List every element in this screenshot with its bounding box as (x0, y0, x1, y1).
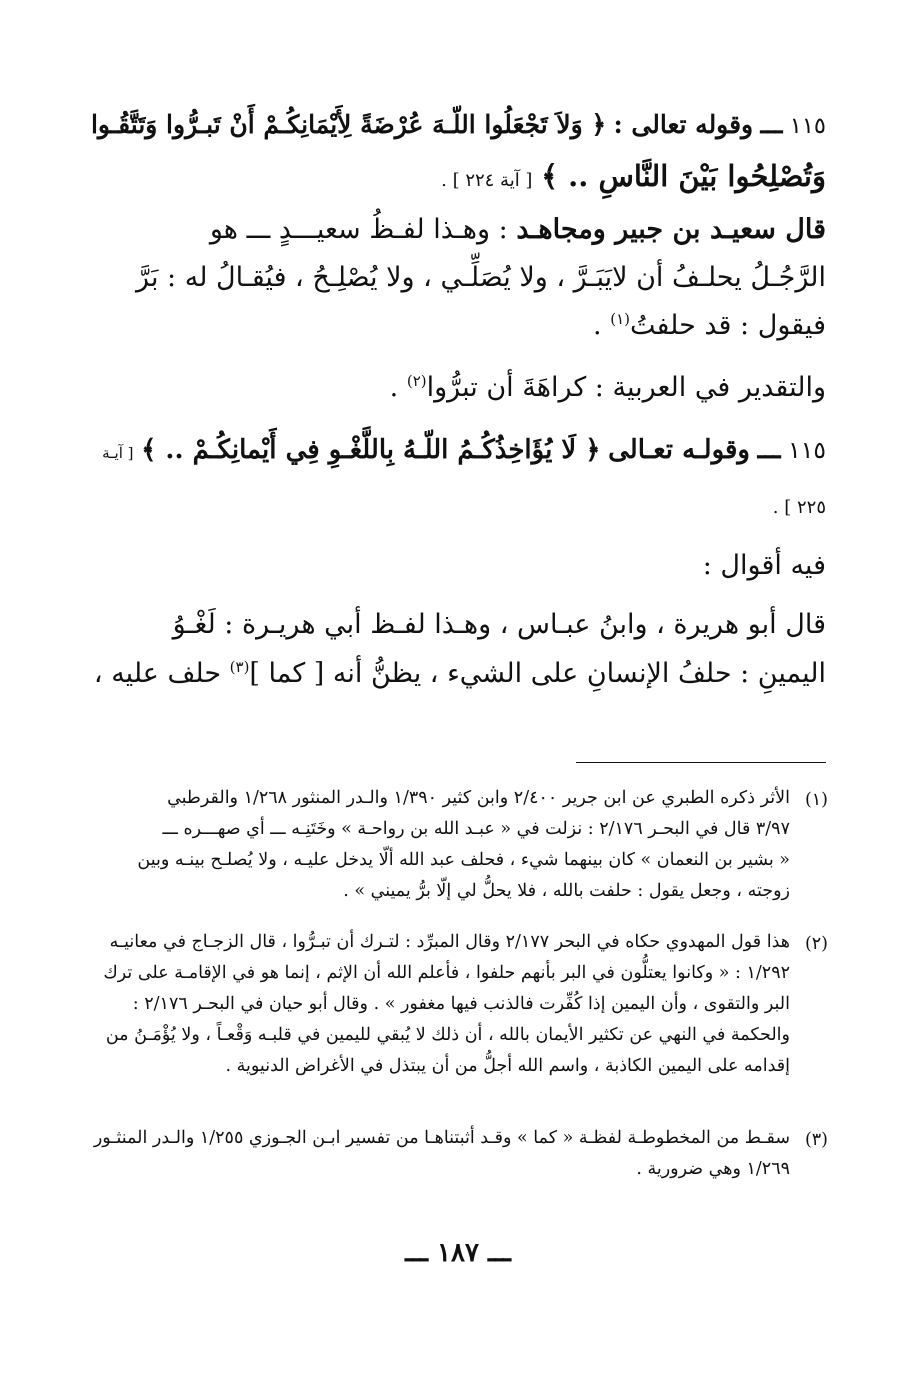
verse-reference: ٢٢٥ ] . (772, 497, 826, 518)
footnote-line: ١/٢٩٢ : « وكانوا يعتلُّون في البر بأنهم حلفوا ، فأعلم الله أن الإثم ، إنما هو في الإقامـة على ترك (103, 963, 790, 983)
footnote-line: إقدامه على اليمين الكاذبة ، واسم الله أجلُّ من أن يبتذل في الأغراض الدنيوية . (225, 1056, 790, 1076)
footnote-number: (٣) (804, 1130, 828, 1150)
paragraph-text: . (389, 372, 399, 403)
paragraph-text: الرَّجُـلُ يحلـفُ أن لايَبَـرَّ ، ولا يُصَلِّـي ، ولا يُصْلِـحُ ، فيُقـالُ له : بَرَّ (136, 262, 826, 293)
entry-dash: ـــ (757, 435, 781, 465)
paragraph-text: حلف عليه ، (93, 658, 222, 689)
footnote-line: ٣/٩٧ قال في البحـر ٢/١٧٦ : نزلت في « عبـد الله بن رواحـة » وخَتَنِـه ـــ أي صهـــره ـــ (162, 819, 790, 839)
footnote-line: الأثر ذكره الطبري عن ابن جرير ٢/٤٠٠ وابن كثير ١/٣٩٠ والـدر المنثور ١/٢٦٨ والقرطبي (167, 788, 790, 808)
entry-1-line-2 (441, 156, 826, 201)
quran-verse: ﴿ وَلاَ تَجْعَلُوا اللّـهَ عُرْضَةً لِأَيْمَانِكُـمْ أَنْ تَبـرُّوا وَتَتَّقُـوا (90, 110, 607, 139)
footnote-line: ١/٢٦٩ وهي ضرورية . (636, 1159, 790, 1179)
paragraph-line (210, 210, 826, 250)
footnote-marker: (٢) (406, 372, 427, 390)
quran-verse: ﴿ لَا يُؤَاخِذُكُـمُ اللّـهُ بِاللَّغْـوِ فِي أَيْمانِكُـمْ .. ﴾ (141, 435, 601, 465)
speaker-names: قال سعيـد بن جبير ومجاهـد (516, 214, 826, 245)
paragraph-line (173, 605, 826, 645)
footnote-number: (١) (804, 790, 828, 810)
entry-lead: وقوله تعالى : (613, 110, 754, 139)
footnote-line: البر والتقوى ، وأن اليمين إذا كُفِّرت فالذنب فيها مغفور » . وقال أبو حيان في البحـر ٢/١٧٦ : (132, 994, 790, 1014)
page-number: ـــ ١٨٧ ـــ (405, 1238, 511, 1268)
paragraph-text: فيقول : قد حلفتُ (629, 310, 826, 341)
paragraph-text: : وهـذا لفـظُ سعيـــدٍ ـــ هو (209, 214, 508, 245)
paragraph-text: قال أبو هريرة ، وابنُ عبـاس ، وهـذا لفـظ أبي هريـرة : لَغْـوُ (172, 609, 826, 640)
footnote-marker: (١) (610, 310, 630, 328)
footnote-marker: (٣) (229, 658, 250, 676)
verse-reference: [ آيـة (102, 444, 134, 462)
footnote-number: (٢) (804, 934, 828, 954)
entry-lead: وقولـه تعـالى (608, 435, 750, 465)
paragraph-line (390, 368, 826, 408)
paragraph-text: والتقدير في العربية : كراهَةَ أن تبرُّوا (426, 372, 826, 403)
footnote-line: هذا قول المهدوي حكاه في البحر ٢/١٧٧ وقال المبرِّد : لتـرك أن تبـرُّوا ، قال الزجـاج في معانيـه (109, 932, 790, 952)
quran-verse-continued: وَتُصْلِحُوا بَيْنَ النَّاسِ .. ﴾ (541, 159, 826, 193)
footnote-line: زوجته ، وجعل يقول : حلفت بالله ، فلا يحلُّ لي إلّا برُّ يميني » . (343, 881, 790, 901)
paragraph-line (593, 306, 826, 346)
entry-number: ١١٥ (788, 436, 826, 464)
entry-2-line-2 (773, 485, 826, 528)
footnote-line: سقـط من المخطوطـة لفظـة « كما » وقـد أثبتناهـا من تفسير ابـن الجـوزي ١/٢٥٥ والـدر المنثـور (93, 1128, 790, 1148)
paragraph-line (136, 258, 826, 298)
paragraph-line (703, 546, 826, 586)
verse-reference: [ آية ٢٢٤ ] . (441, 170, 533, 191)
paragraph-text: فيه أقوال : (702, 550, 826, 581)
entry-1-line-1 (91, 105, 826, 146)
paragraph-line (94, 654, 826, 694)
footnote-line: والحكمة في النهي عن تكثير الأيمان بالله ، أن ذلك لا يُبقي لليمين في قلبـه وَقْعـاً ، ولا يُؤْمَـنُ من (105, 1025, 790, 1045)
paragraph-text: اليمينِ : حلفُ الإنسانِ على الشيء ، يظنُّ أنه [ كما ] (249, 658, 826, 689)
footnote-line: « بشير بن النعمان » كان بينهما شيء ، فحلف عبد الله ألّا يدخل عليـه ، ولا يُصلـح بينـه وبين (137, 850, 790, 870)
entry-number: ١١٥ (789, 113, 826, 139)
entry-2-line-1 (102, 430, 826, 473)
footnote-separator (576, 762, 826, 763)
paragraph-text: . (593, 310, 602, 341)
entry-dash: ـــ (760, 110, 783, 139)
